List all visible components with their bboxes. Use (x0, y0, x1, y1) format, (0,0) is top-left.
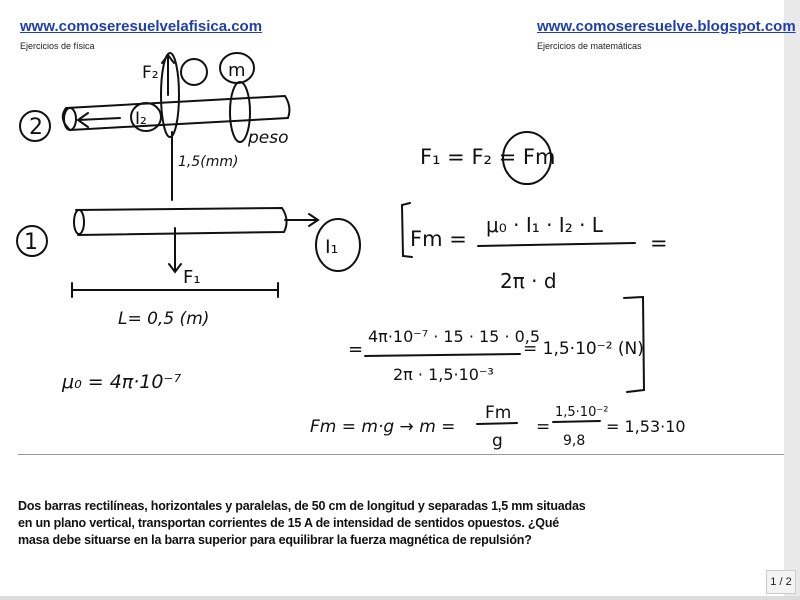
i1-label: I₁ (325, 236, 339, 258)
upper-bar-end-cap (64, 108, 76, 130)
bar2-number: 2 (29, 115, 43, 140)
calc-numerator: 4π·10⁻⁷ · 15 · 15 · 0,5 (368, 327, 541, 346)
length-label: L= 0,5 (m) (118, 309, 210, 329)
peso-label: peso (248, 128, 289, 148)
mass-den-value: 9,8 (563, 433, 586, 449)
page-indicator: 1 / 2 (766, 570, 796, 594)
formula-denominator: 2π · d (500, 269, 557, 293)
mass-ring (181, 59, 207, 85)
calc-result: = 1,5·10⁻² (N) (523, 339, 644, 359)
problem-statement: Dos barras rectilíneas, horizontales y paralelas, de 50 cm de longitud y separadas 1,5 mm situadas en un plano vertical, transportan corrientes de 15 A de intensidad de sentidos opuestos. ¿Qué masa debe situarse en la barra superior para equilibrar la fuerza magnética de repulsión? (18, 499, 586, 547)
bar1-number: 1 (24, 230, 38, 255)
mass-fraction-bar-2 (553, 421, 600, 422)
i2-label: I₂ (135, 109, 147, 129)
f1-label: F₁ (183, 267, 201, 288)
formula-lhs: Fm = (410, 227, 467, 251)
mu0-label: μ₀ = 4π·10⁻⁷ (62, 371, 182, 393)
force-equality: F₁ = F₂ = Fm (420, 145, 556, 169)
calc-fraction-bar (365, 354, 520, 356)
calc-leading-equals: = (348, 339, 364, 360)
formula-numerator: μ₀ · I₁ · I₂ · L (486, 213, 603, 237)
physics-site-subtitle: Ejercicios de física (20, 41, 95, 51)
mass-num-value: 1,5·10⁻² (555, 405, 609, 420)
mass-fraction-num: Fm (485, 403, 512, 423)
f2-label: F₂ (142, 63, 159, 83)
distance-label: 1,5(mm) (178, 154, 239, 170)
lower-bar-end-cap (74, 210, 84, 234)
section-divider (18, 454, 784, 455)
length-bracket (72, 283, 278, 297)
formula-fraction-bar (478, 243, 635, 246)
lower-bar (76, 208, 287, 235)
viewer-bottom-edge (0, 596, 800, 600)
f2-arrow (162, 55, 174, 95)
viewer-scroll-edge (784, 0, 800, 600)
current-arrow-upper (78, 113, 120, 127)
mass-equation-left: Fm = m·g → m = (310, 417, 456, 437)
math-site-subtitle: Ejercicios de matemáticas (537, 41, 642, 51)
mass-fraction-bar-1 (477, 423, 517, 424)
math-site-link[interactable]: www.comoseresuelve.blogspot.com (537, 18, 796, 35)
formula-equals: = (650, 231, 668, 255)
mass-equals-1: = (536, 417, 551, 437)
weight-loop (230, 82, 250, 142)
mass-result: = 1,53·10 (606, 417, 686, 436)
calc-denominator: 2π · 1,5·10⁻³ (393, 365, 494, 384)
mass-fraction-den: g (492, 431, 503, 451)
m-label: m (228, 60, 246, 81)
physics-site-link[interactable]: www.comoseresuelvelafisica.com (20, 18, 263, 35)
current-arrow-lower (285, 214, 318, 226)
